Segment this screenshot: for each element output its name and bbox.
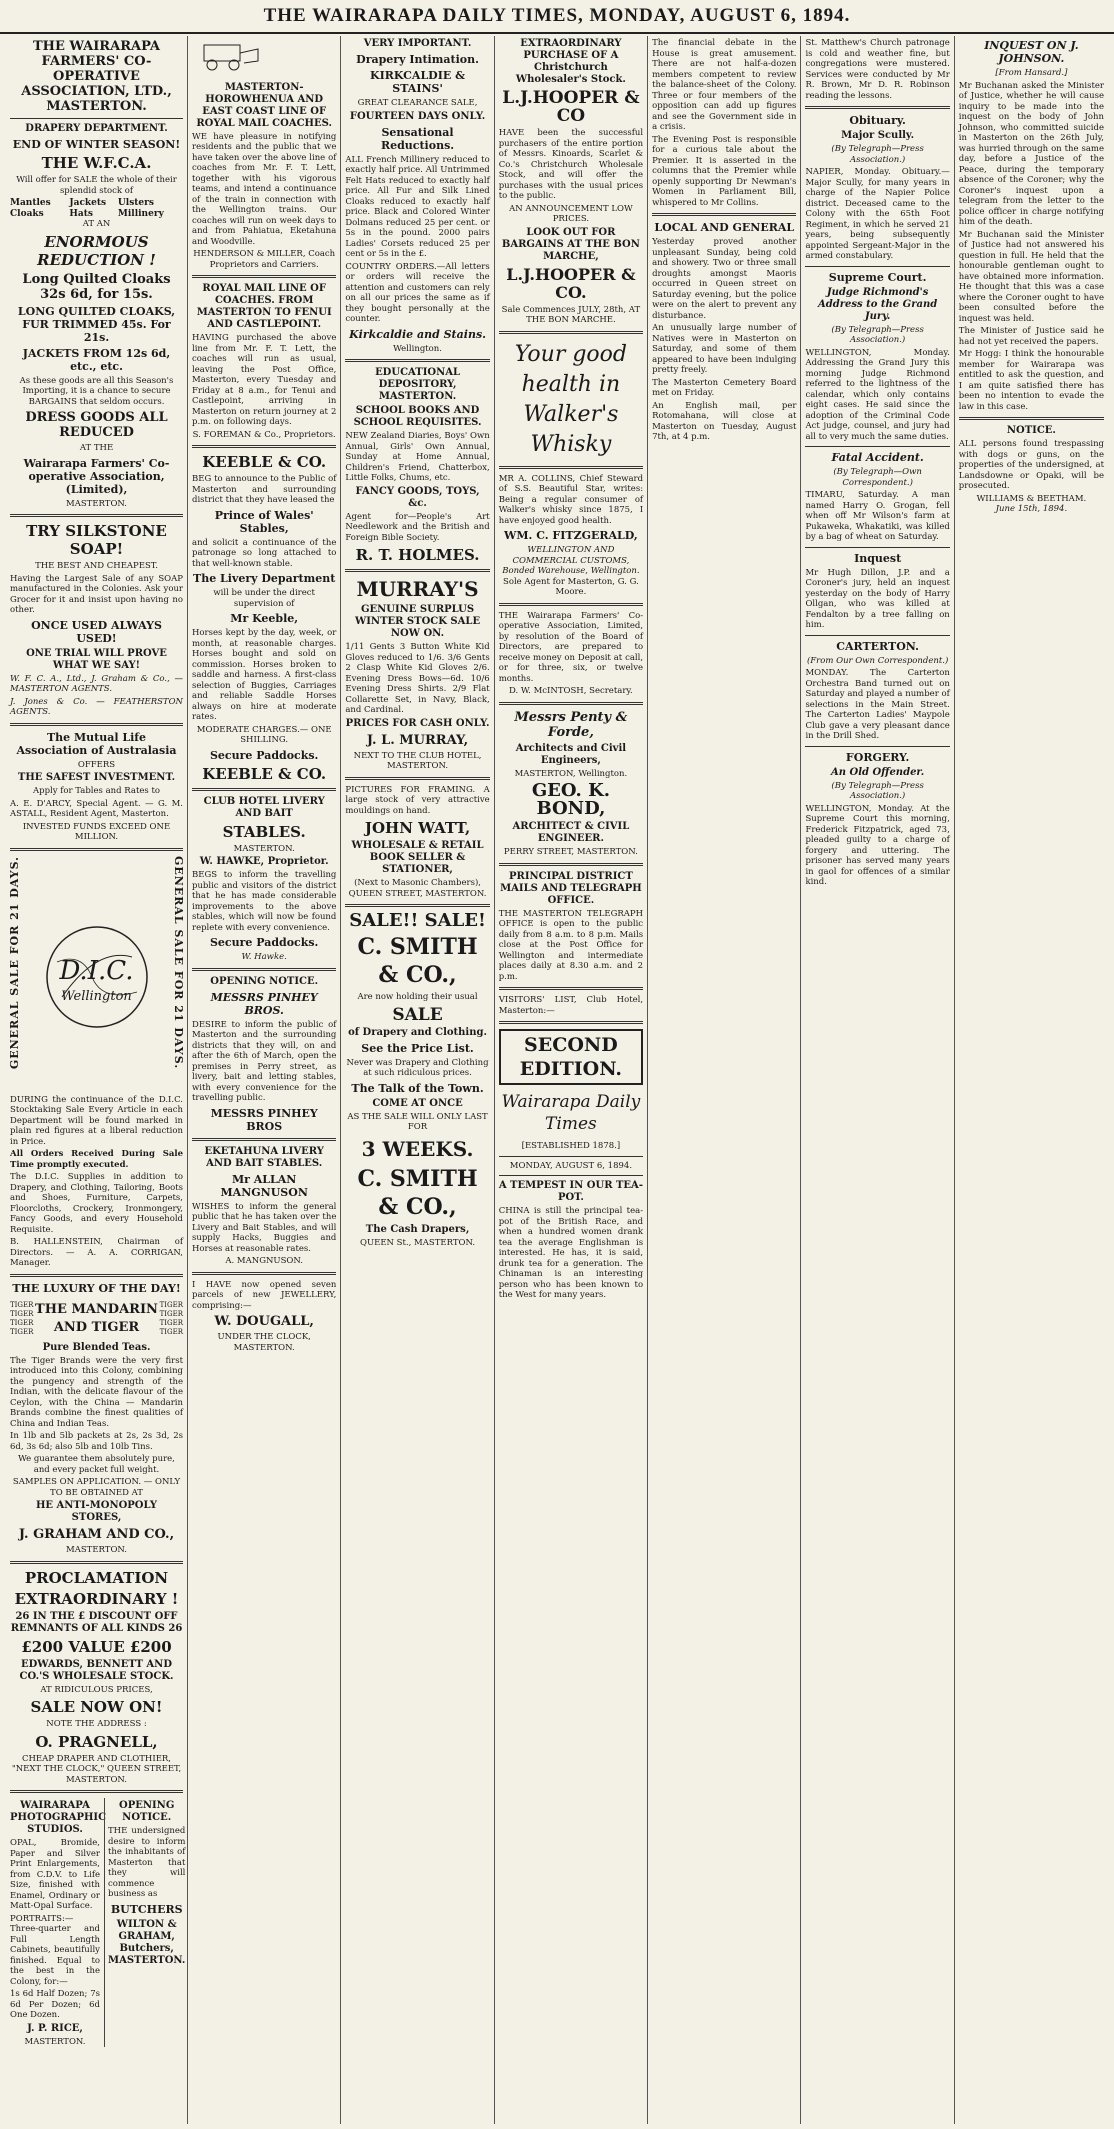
divider [499,331,643,334]
discount: 26 IN THE £ DISCOUNT OFF REMNANTS OF ALL KINDS 26 [10,1610,183,1634]
dic-advert [10,856,183,1069]
tempest-title: A TEMPEST IN OUR TEA-POT. [498,1180,643,1203]
edu-depository: EDUCATIONAL DEPOSITORY, MASTERTON. [375,367,461,402]
mutual-offers: OFFERS [77,759,116,770]
keeble-title-2: KEEBLE & CO. [202,764,327,783]
secure-paddocks: Secure Paddocks. [209,748,319,762]
mangnuson-sign: A. MANGNUSON. [225,1256,303,1266]
masthead [0,0,1114,34]
notice-title: NOTICE. [1006,425,1056,436]
press-line: (By Telegraph—Press Association.) [831,144,924,165]
carterton-note: (From Our Own Correspondent.) [806,655,949,666]
farmers-title: THE WAIRARAPA FARMERS' CO-OPERATIVE ASSOCIATION, LTD., MASTERTON. [21,39,172,114]
pinhey-title: MESSRS PINHEY BROS. [210,990,318,1017]
column-1 [6,36,188,2124]
divider [192,275,336,278]
forgery-title: FORGERY. [845,750,910,764]
cemetery-note: The Masterton Cemetery Board met on Friday. [652,377,797,398]
telegraph-body: THE MASTERTON TELEGRAPH OFFICE is open to the public daily from 8 a.m. to 8 p.m. Mails close at the Post Office for Wellington and intermediate places daily at 8.30 a.m. and 2 p.m. [498,908,644,982]
inquest-johnson-title: INQUEST ON J. JOHNSON. [984,39,1079,65]
general-sale-left: GENERAL SALE FOR 21 DAYS. [8,855,21,1069]
dic-wellington: Wellington [61,988,132,1004]
dougall-name: W. DOUGALL, [214,1314,314,1329]
divider [499,863,643,866]
agent-for: Agent for—People's Art Needlework and the British and Foreign Bible Society. [345,511,490,543]
divider [805,266,949,267]
country-orders: COUNTRY ORDERS.—All letters or orders will receive the attention and customers can rely on all our prices the same as if they bought personally at the counter. [345,261,490,324]
prince-stables: Prince of Wales' Stables, [214,508,314,535]
divider [805,547,949,548]
perry-street: PERRY STREET, MASTERTON. [503,847,638,857]
coach-body: WE have pleasure in notifying residents and the public that we have taken over the above line of coaches from Mr. F. T. Lett, together with his vigorous teams, and intend a continuance of the train in connection with the Wellington trains. Our coaches will run on week days to and from Pahiatua, Eketahuna and Woodville. [192,131,337,247]
note-address: NOTE THE ADDRESS : [46,1719,147,1730]
murray-sub: GENUINE SURPLUS WINTER STOCK SALE NOW ON. [355,604,481,639]
divider [10,723,183,726]
end-winter: END OF WINTER SEASON! [12,138,181,151]
graham-town: MASTERTON. [65,1545,128,1556]
bond-sub: ARCHITECT & CIVIL ENGINEER. [512,821,630,844]
tiger-guarantee: We guarantee them absolutely pure, and every packet full weight. [18,1454,175,1475]
divider [652,213,796,216]
cash-drapers: The Cash Drapers, [365,1223,470,1235]
fitzgerald-sub: WELLINGTON AND COMMERCIAL CUSTOMS, Bonded Warehouse, Wellington. [502,545,640,576]
school-books: SCHOOL BOOKS AND SCHOOL REQUISITES. [353,405,482,428]
garment-ulsters: Ulsters Millinery [117,198,164,219]
column-4 [495,36,648,2124]
inquest-johnson-body: Mr Buchanan asked the Minister of Justice, whether he will cause inquiry to be made into the inquest on the body of John Johnson, who committed suicide in Masterton on the 26th July, was hurried through on the same day, before a Justice of the Peace, during the temporary absence of the Coroner; why the Coroner's inquest upon a telegram from the letter to the police officer in charge notifying him of the death. [958,80,1104,227]
look-out: LOOK OUT FOR BARGAINS AT THE BON MARCHE, [501,226,640,262]
bond-name: GEO. K. BOND, [531,780,610,819]
forgery-body: WELLINGTON, Monday. At the Supreme Court this morning, Frederick Fitzpatrick, aged 73, pleaded guilty to a charge of forgery and uttering. The prisoner has served many years in gaol for offences of a similar kind. [805,803,950,887]
mangnuson-name: Mr ALLAN MANGNUSON [220,1172,308,1199]
kirkcaldie-body: ALL French Millinery reduced to exactly half price. All Untrimmed Felt Hats reduced to exactly half price. All Fur and Silk Lined Cloaks reduced to exactly half price. Black and Colored Winter Dolmans reduced 25 per cent. or 5s in the pound. 2000 pairs Ladies' Corsets reduced 25 per cent or 5s in the £. [345,154,490,259]
major-scully: Major Scully. [841,130,915,141]
local-general: LOCAL AND GENERAL [654,221,795,234]
pure-teas: Pure Blended Teas. [42,1341,151,1353]
coach-sign: HENDERSON & MILLER, Coach Proprietors and Carriers. [193,249,336,270]
ridiculous: AT RIDICULOUS PRICES, [40,1684,153,1695]
at-the: AT THE [79,443,114,453]
carterton-body: MONDAY. The Carterton Orchestra Band turned out on Saturday and played a number of selections in the Main Street. The Carterton Ladies' Maypole Club gave a very pleasant dance in the Drill Shed. [805,668,950,741]
value-200: £200 VALUE £200 [21,1637,172,1656]
carterton-title: CARTERTON. [836,639,919,653]
anti-monopoly: HE ANTI-MONOPOLY STORES, [35,1500,158,1524]
drapery-intimation: Drapery Intimation. [356,53,479,66]
divider [499,1156,643,1157]
once-used: ONCE USED ALWAYS USED! [31,618,162,645]
dougall-sub: UNDER THE CLOCK, MASTERTON. [217,1332,311,1353]
eketahuna-title: EKETAHUNA LIVERY AND BAIT STABLES. [204,1145,324,1169]
divider [10,1561,183,1564]
notice-sign: WILLIAMS & BEETHAM. [976,493,1087,504]
fitzgerald-name: WM. C. FITZGERALD, [504,529,638,542]
divider [192,788,336,791]
tiger-left-label: TIGER TIGER TIGER TIGER [10,1300,34,1336]
divider [499,987,643,990]
garment-row [10,198,183,219]
divider [10,1790,183,1793]
dic-orders: All Orders Received During Sale Time promptly executed. [10,1149,183,1170]
divider [499,1021,643,1024]
column-6 [801,36,954,2124]
local-body: Yesterday proved another unpleasant Sunday, being cold and showery. Two or three small droughts amongst Maoris occurred in Queen street on Saturday evening, but the police were on the alert to prevent any disturbance. [652,237,797,321]
divider [805,446,949,447]
photo-town: MASTERTON. [24,2036,86,2047]
never-such: Never was Drapery and Clothing at such ridiculous prices. [346,1057,489,1078]
photo-name: J. P. RICE, [27,2022,83,2034]
visitors-list: VISITORS' LIST, Club Hotel, Masterton:— [498,995,644,1016]
wfca-note: Will offer for SALE the whole of their splendid stock of [16,175,177,196]
mcintosh-sign: D. W. McINTOSH, Secretary. [509,686,633,696]
tiger-samples: SAMPLES ON APPLICATION. — ONLY TO BE OBTAINED AT [12,1477,181,1498]
mutual-funds: INVESTED FUNDS EXCEED ONE MILLION. [22,821,171,842]
tiger-box [10,1298,183,1340]
queen-street: QUEEN St., MASTERTON. [360,1237,476,1248]
butcher-intro: THE undersigned desire to inform the inhabitants of Masterton that they will commence business as [108,1826,186,1900]
coach-title: MASTERTON-HOROWHENUA AND EAST COAST LINE OF ROYAL MAIL COACHES. [196,81,332,129]
smith-name-2: C. SMITH & CO., [357,1165,478,1220]
watt-sub: WHOLESALE & RETAIL BOOK SELLER & STATIONER, [351,840,484,875]
divider [345,359,489,362]
divider [10,848,183,851]
kirkcaldie-town: Wellington. [393,343,442,354]
hawke-proprietor: W. HAWKE, Proprietor. [199,856,329,867]
goods-note: As these goods are all this Season's Importing, it is a chance to secure BARGAINS that seldom occurs. [19,375,174,407]
sale-now-on: SALE NOW ON! [30,1698,163,1717]
divider [192,1272,336,1275]
inquest-johnson-body-2: Mr Buchanan said the Minister of Justice had not answered his question in full. He held that the honourable gentleman ought to have obtained more information. He thought that this was a case where the Coroner ought to have been consulted before the inquest was held. [958,229,1104,324]
divider [10,514,183,517]
fatal-body: TIMARU, Saturday. A man named Harry O. Grogan, fell when off Mr Wilson's farm at Pukaweka, Whakatiki, was killed by a bag of wheat on Saturday. [805,490,950,542]
edwards-stock: EDWARDS, BENNETT AND CO.'S WHOLESALE STOCK. [19,1658,174,1682]
sole-agent: Sole Agent for Masterton, G. G. Moore. [503,576,639,597]
garment-jackets: Jackets Hats [69,198,107,219]
reduction-headline: ENORMOUS REDUCTION ! [37,232,156,269]
butcher-name: WILTON & GRAHAM, Butchers, MASTERTON. [108,1918,186,1966]
richmond-body: WELLINGTON, Monday. Addressing the Grand Jury this morning Judge Richmond referred to the lightness of the calendar, which only contains eight cases. He said since the adoption of the Criminal Code Act judge, counsel, and jury had all to very much the same duties. [805,347,950,442]
cash-only: PRICES FOR CASH ONLY. [345,717,490,729]
annuals-list: NEW Zealand Diaries, Boys' Own Annual, Girls' Own Annual, Sunday at Home Annual, Children's Friend, Chatterbox, Little Folks, Chums, etc. [345,431,490,483]
mandarin-title: THE MANDARIN AND TIGER [35,1301,158,1335]
dic-center [21,922,173,1002]
telegraph-title: PRINCIPAL DISTRICT MAILS AND TELEGRAPH OFFICE. [500,870,642,906]
drapery-heading: DRAPERY DEPARTMENT. [25,123,168,134]
fourteen-days: FOURTEEN DAYS ONLY. [349,110,486,122]
silkstone-body: Having the Largest Sale of any SOAP manufactured in the Colonies. Ask your Grocer for it and insist upon having no other. [10,573,183,615]
notice-date: June 15th, 1894. [995,504,1068,514]
club-hotel: CLUB HOTEL LIVERY AND BAIT [203,795,325,819]
murray-items: 1/11 Gents 3 Button White Kid Gloves reduced to 1/6. 3/6 Gents 2 Clasp White Kid Gloves 2/6. Evening Dress Bows—6d. 10/6 Evening Dress Shirts. 2/9 Flat Collarette Set, in Navy, Black, and Cardinal. [345,642,490,715]
architects: Architects and Civil Engineers, [515,742,627,766]
drapery-clothing: of Drapery and Clothing. [348,1026,487,1038]
prince-body: and solicit a continuance of the patronage so long attached to that well-known stable. [192,537,337,569]
sensational: Sensational Reductions. [380,125,455,152]
mutual-agents: A. E. D'ARCY, Special Agent. — G. M. ASTALL, Resident Agent, Masterton. [10,798,183,819]
come-at-once: COME AT ONCE [372,1097,463,1109]
photo-portraits: PORTRAITS:— Three-quarter and Full Length Cabinets, beautifully finished. Equal to the best in the Colony, for:— [10,1913,100,1987]
as-sale: AS THE SALE WILL ONLY LAST FOR [347,1111,488,1132]
talk-of-town: The Talk of the Town. [351,1081,484,1095]
watt-address: (Next to Masonic Chambers), QUEEN STREET, MASTERTON. [348,878,487,899]
major-body: NAPIER, Monday. Obituary.—Major Scully, for many years in charge of the Napier Police district. Deceased came to the Colony with the 65th Foot Regiment, in which he served 21 years, being subsequently appointed Sergeant-Major in the armed constabulary. [805,167,950,261]
divider [192,445,336,448]
keeble-more: Horses kept by the day, week, or month, at reasonable charges. Horses bought and sold on commission. Horses broken to saddle and harness. A first-class selection of Buggies, Carriages and reliable Saddle Horses always on hire at moderate rates. [192,628,337,722]
pragnell-address: CHEAP DRAPER AND CLOTHIER, "NEXT THE CLOCK," QUEEN STREET, MASTERTON. [11,1753,182,1785]
photo-studio-ad [10,1798,107,2047]
collins-testimonial: MR A. COLLINS, Chief Steward of S.S. Beautiful Star, writes: Being a regular consumer of Walker's whisky since 1875, I have enjoyed good health. [498,473,644,526]
mutual-apply: Apply for Tables and Rates to [33,786,160,796]
penty-title: Messrs Penty & Forde, [514,709,628,740]
dress-goods: DRESS GOODS ALL REDUCED [25,410,168,440]
cloaks-offer: Long Quilted Cloaks 32s 6d, for 15s. [22,271,171,302]
jewellery-ad: I HAVE now opened seven parcels of new JEWELLERY, comprising:— [192,1279,337,1311]
at-an: AT AN [82,219,111,229]
hooper-name: L.J.HOOPER & CO [502,88,640,126]
tiger-prices: In 1lb and 5lb packets at 2s, 2s 3d, 2s 6d, 3s 6d; also 5lb and 10lb Tins. [10,1431,183,1452]
opening-notice: OPENING NOTICE. [210,975,319,987]
proclamation: PROCLAMATION [24,1568,169,1587]
divider [499,603,643,606]
dic-supplies: The D.I.C. Supplies in addition to Drapery, and Clothing, Tailoring, Boots and Shoes, Furniture, Carpets, Floorcloths, Crockery, Ironmongery, Fancy Goods, and every Household Requisite. [10,1172,183,1235]
murray-title: MURRAY'S [356,577,479,601]
royal-line-sign: S. FOREMAN & Co., Proprietors. [192,429,336,440]
divider [805,746,949,747]
hawke-sign: W. Hawke. [241,952,287,962]
column-5 [648,36,801,2124]
church-note: St. Matthew's Church patronage is cold and weather fine, but congregations were mustered. Services were conducted by Mr R. Brown, Mr D. R. Robinson reading the lessons. [805,38,950,101]
smith-body: Are now holding their usual [357,992,478,1002]
extraordinary: EXTRAORDINARY ! [14,1589,179,1608]
supreme-court: Supreme Court. [828,270,927,284]
bottom-ads [10,1798,186,2047]
cloaks-offer-2: LONG QUILTED CLOAKS, FUR TRIMMED 45s. For 21s. [17,304,176,344]
sale-headline: SALE!! SALE! [349,910,486,931]
framing: PICTURES FOR FRAMING. A large stock of very attractive mouldings on hand. [345,784,490,816]
notice-body: ALL persons found trespassing with dogs or guns, on the properties of the undersigned, at Landsdowne or Opaki, will be prosecuted. [958,439,1104,491]
financial-debate: The financial debate in the House is great amusement. There are not half-a-dozen members competent to review the balance-sheet of the Colony. Three or four members of the opposition can add up figures and see the Government side in a crisis. [652,38,797,132]
jackets-from: JACKETS FROM 12s 6d, etc., etc. [22,346,171,373]
announcement: AN ANNOUNCEMENT LOW PRICES. [509,203,633,224]
divider [959,417,1104,420]
photo-title: WAIRARAPA PHOTOGRAPHIC STUDIOS. [10,1800,107,1836]
paper-name: Wairarapa Daily Times [501,1092,641,1134]
wfca-title: THE W.F.C.A. [41,154,152,172]
three-weeks: 3 WEEKS. [361,1136,474,1161]
photo-body: OPAL, Bromide, Paper and Silver Print Enlargements, from C.D.V. to Life Size, finished with Enamel, Ordinary or Matt-Opal Surface. [10,1838,100,1912]
silkstone-agent-1: W. F. C. A., Ltd., J. Graham & Co., — MASTERTON AGENTS. [10,673,183,694]
penty-town: MASTERTON, Wellington. [514,768,628,779]
sale-commences: Sale Commences JULY, 28th, AT THE BON MARCHE. [501,304,641,325]
press-line-3: (By Telegraph—Own Correspondent.) [833,467,922,488]
divider [805,106,949,109]
murray-name: J. L. MURRAY, [366,732,469,748]
kirkcaldie-sign: Kirkcaldie and Stains. [349,327,486,341]
obituary-title: Obituary. [849,114,906,127]
from-hansard: [From Hansard.] [995,68,1068,78]
mutual-safest: THE SAFEST INVESTMENT. [17,772,176,783]
old-offender: An Old Offender. [830,766,925,778]
opening-notice-title: OPENING NOTICE. [119,1800,175,1824]
mangnuson-body: WISHES to inform the general public that he has taken over the Livery and Bait Stables, and will supply Hacks, Buggies and Horses at reasonable rates. [192,1201,337,1254]
photo-prices: 1s 6d Half Dozen; 7s 6d Per Dozen; 6d One Dozen. [10,1989,100,2021]
inquest-title: Inquest [854,551,902,565]
inquest-body: Mr Hugh Dillon, J.P. and a Coroner's jury, held an inquest yesterday on the body of Harry Ollgan, who was killed at Fendalton by a tree falling on him. [805,567,950,630]
butcher-ad [104,1798,185,2047]
keeble-body: BEG to announce to the Public of Masterton and surrounding district that they have leased the [192,474,337,505]
kirkcaldie-title: KIRKCALDIE & STAINS' [370,69,466,95]
dic-script: D.I.C. [59,955,134,986]
stables-title: STABLES. [222,822,306,841]
inquest-johnson-speaker: Mr Hogg: I think the honourable member for Wairarapa was entitled to ask the question, and I am quite satisfied there has been no intention to evade the law in this case. [958,349,1104,412]
second-edition: SECOND EDITION. [499,1029,643,1085]
divider [10,118,183,119]
whisky-script: Your good health in Walker's Whisky [514,341,627,457]
pinhey-body: DESIRE to inform the public of Masterton and the surrounding districts that they will, on and after the 6th of March, open the premises in Perry street, as livery, bait and letting stables, with every convenience for the travelling public. [192,1019,337,1103]
smith-name: C. SMITH & CO., [357,934,478,988]
coach-engraving-icon [192,39,262,73]
divider [499,702,643,705]
sale-word: SALE [392,1004,443,1025]
natives-note: An unusually large number of Natives were in Masterton on Saturday, and some of them appeared to have been indulging pretty freely. [652,323,797,375]
moderate-charges: MODERATE CHARGES.— ONE SHILLING. [196,724,332,745]
divider [499,466,643,469]
watt-name: JOHN WATT, [364,819,471,837]
silkstone-agent-2: J. Jones & Co. — FEATHERSTON AGENTS. [10,696,183,717]
holmes-name: R. T. HOLMES. [355,546,480,564]
edition-date: MONDAY, AUGUST 6, 1894. [509,1160,633,1171]
wfca-name: Wairarapa Farmers' Co-operative Association, (Limited), [23,456,170,496]
dic-text: DURING the continuance of the D.I.C. Stocktaking Sale Every Article in each Department will be found marked in plain red figures at a liberal reduction in Price. [10,1094,183,1147]
dic-sign: B. HALLENSTEIN, Chairman of Directors. — A. A. CORRIGAN, Manager. [10,1237,183,1269]
mutual-life-title: The Mutual Life Association of Australasia [16,730,177,757]
purchase-title: EXTRAORDINARY PURCHASE OF A Christchurch Wholesaler's Stock. [515,38,626,85]
luxury-headline: THE LUXURY OF THE DAY! [12,1281,181,1295]
silkstone-best: THE BEST AND CHEAPEST. [35,561,158,571]
clearance-sale: GREAT CLEARANCE SALE, [357,98,478,108]
livery-body: will be under the direct supervision of [213,588,315,609]
column-7 [955,36,1108,2124]
divider [192,968,336,971]
masthead-title: THE WAIRARAPA DAILY TIMES, MONDAY, AUGUST 6, 1894. [263,5,851,26]
divider [192,1138,336,1141]
keeble-title: KEEBLE & CO. [202,453,327,471]
general-sale-right: GENERAL SALE FOR 21 DAYS. [172,855,185,1069]
divider [805,635,949,636]
butchers-heading: BUTCHERS [110,1902,183,1916]
hooper-name-2: L.J.HOOPER & CO. [506,264,636,302]
columns [6,36,1108,2124]
divider [345,569,489,572]
established: [ESTABLISHED 1878.] [521,1141,621,1151]
garment-mantles: Mantles Cloaks [10,198,51,219]
deposit-notice: THE Wairarapa Farmers' Co-operative Association, Limited, by resolution of the Board of Directors, are prepared to receive money on Deposit at call, or for three, six, or twelve months. [498,610,644,684]
inquest-johnson-body-3: The Minister of Justice said he had not yet received the papers. [958,326,1104,347]
mr-keeble: Mr Keeble, [230,612,299,625]
stables-town: MASTERTON. [233,843,295,854]
royal-line-body: HAVING purchased the above line from Mr. F. T. Lett, the coaches will run as usual, leaving the Post Office, Masterton, every Tuesday and Friday at 8 a.m., for Tenui and Castlepoint, arriving in Masterton on return journey at 2 p.m. on following days. [192,333,337,427]
very-important: VERY IMPORTANT. [363,38,472,49]
royal-line-title: ROYAL MAIL LINE OF COACHES. FROM MASTERTON TO FENUI AND CASTLEPOINT. [196,283,332,330]
secure-paddocks-2: Secure Paddocks. [209,936,319,949]
livery-heading: The Livery Department [193,572,336,585]
press-line-4: (By Telegraph—Press Association.) [831,780,924,801]
divider [10,1274,183,1277]
hooper-body: HAVE been the successful purchasers of the entire portion of Messrs. Kinoards, Scarlet & Co.'s Christchurch Wholesale Stock, and will offer the purchases with the usual prices to the public. [498,128,644,201]
column-3 [341,36,494,2124]
graham-name: J. GRAHAM AND CO., [18,1527,175,1543]
divider [345,904,489,907]
see-price: See the Price List. [361,1041,474,1055]
hawke-body: BEGS to inform the travelling public and visitors of the district that he has made considerable improvements to the above stables, which will now be found replete with every convenience. [192,870,337,933]
divider [345,777,489,780]
pinhey-title-2: MESSRS PINHEY BROS [210,1106,318,1133]
silkstone-headline: TRY SILKSTONE SOAP! [26,522,167,558]
press-line-2: (By Telegraph—Press Association.) [831,324,924,345]
fatal-accident: Fatal Accident. [831,451,924,464]
divider [499,1175,643,1176]
tiger-body: The Tiger Brands were the very first introduced into this Colony, combining the pungency and strength of the Indian, with the delicate flavour of the Ceylon, with the China — Mandarin Brands combine the finest qualities of China and Indian Teas. [10,1355,183,1429]
richmond-title: Judge Richmond's Address to the Grand Jury. [818,286,938,322]
tiger-right-label: TIGER TIGER TIGER TIGER [159,1300,183,1336]
mail-note: An English mail, per Rotomahana, will close at Masterton on Tuesday, August 7th, at 4 p.m. [652,400,797,442]
tempest-body: CHINA is still the principal tea-pot of the British Race, and when a hundred women drank tea the average Englishman is interested. He has, it is said, drunk tea for a generation. The Chinaman is an interesting person who has been known to the West for many years. [498,1206,644,1300]
pragnell-name: O. PRAGNELL, [35,1732,158,1751]
fancy-goods: FANCY GOODS, TOYS, &c. [355,485,480,509]
column-2 [188,36,341,2124]
murray-address: NEXT TO THE CLUB HOTEL, MASTERTON. [353,750,482,771]
one-trial: ONE TRIAL WILL PROVE WHAT WE SAY! [26,647,167,671]
wfca-town: MASTERTON. [65,498,128,509]
evening-post-tale: The Evening Post is responsible for a curious tale about the Premier. It is asserted in the columns that the Premier while openly supporting Dr Newman's Women in Parliament Bill, whispered to Mr Collins. [652,134,797,208]
